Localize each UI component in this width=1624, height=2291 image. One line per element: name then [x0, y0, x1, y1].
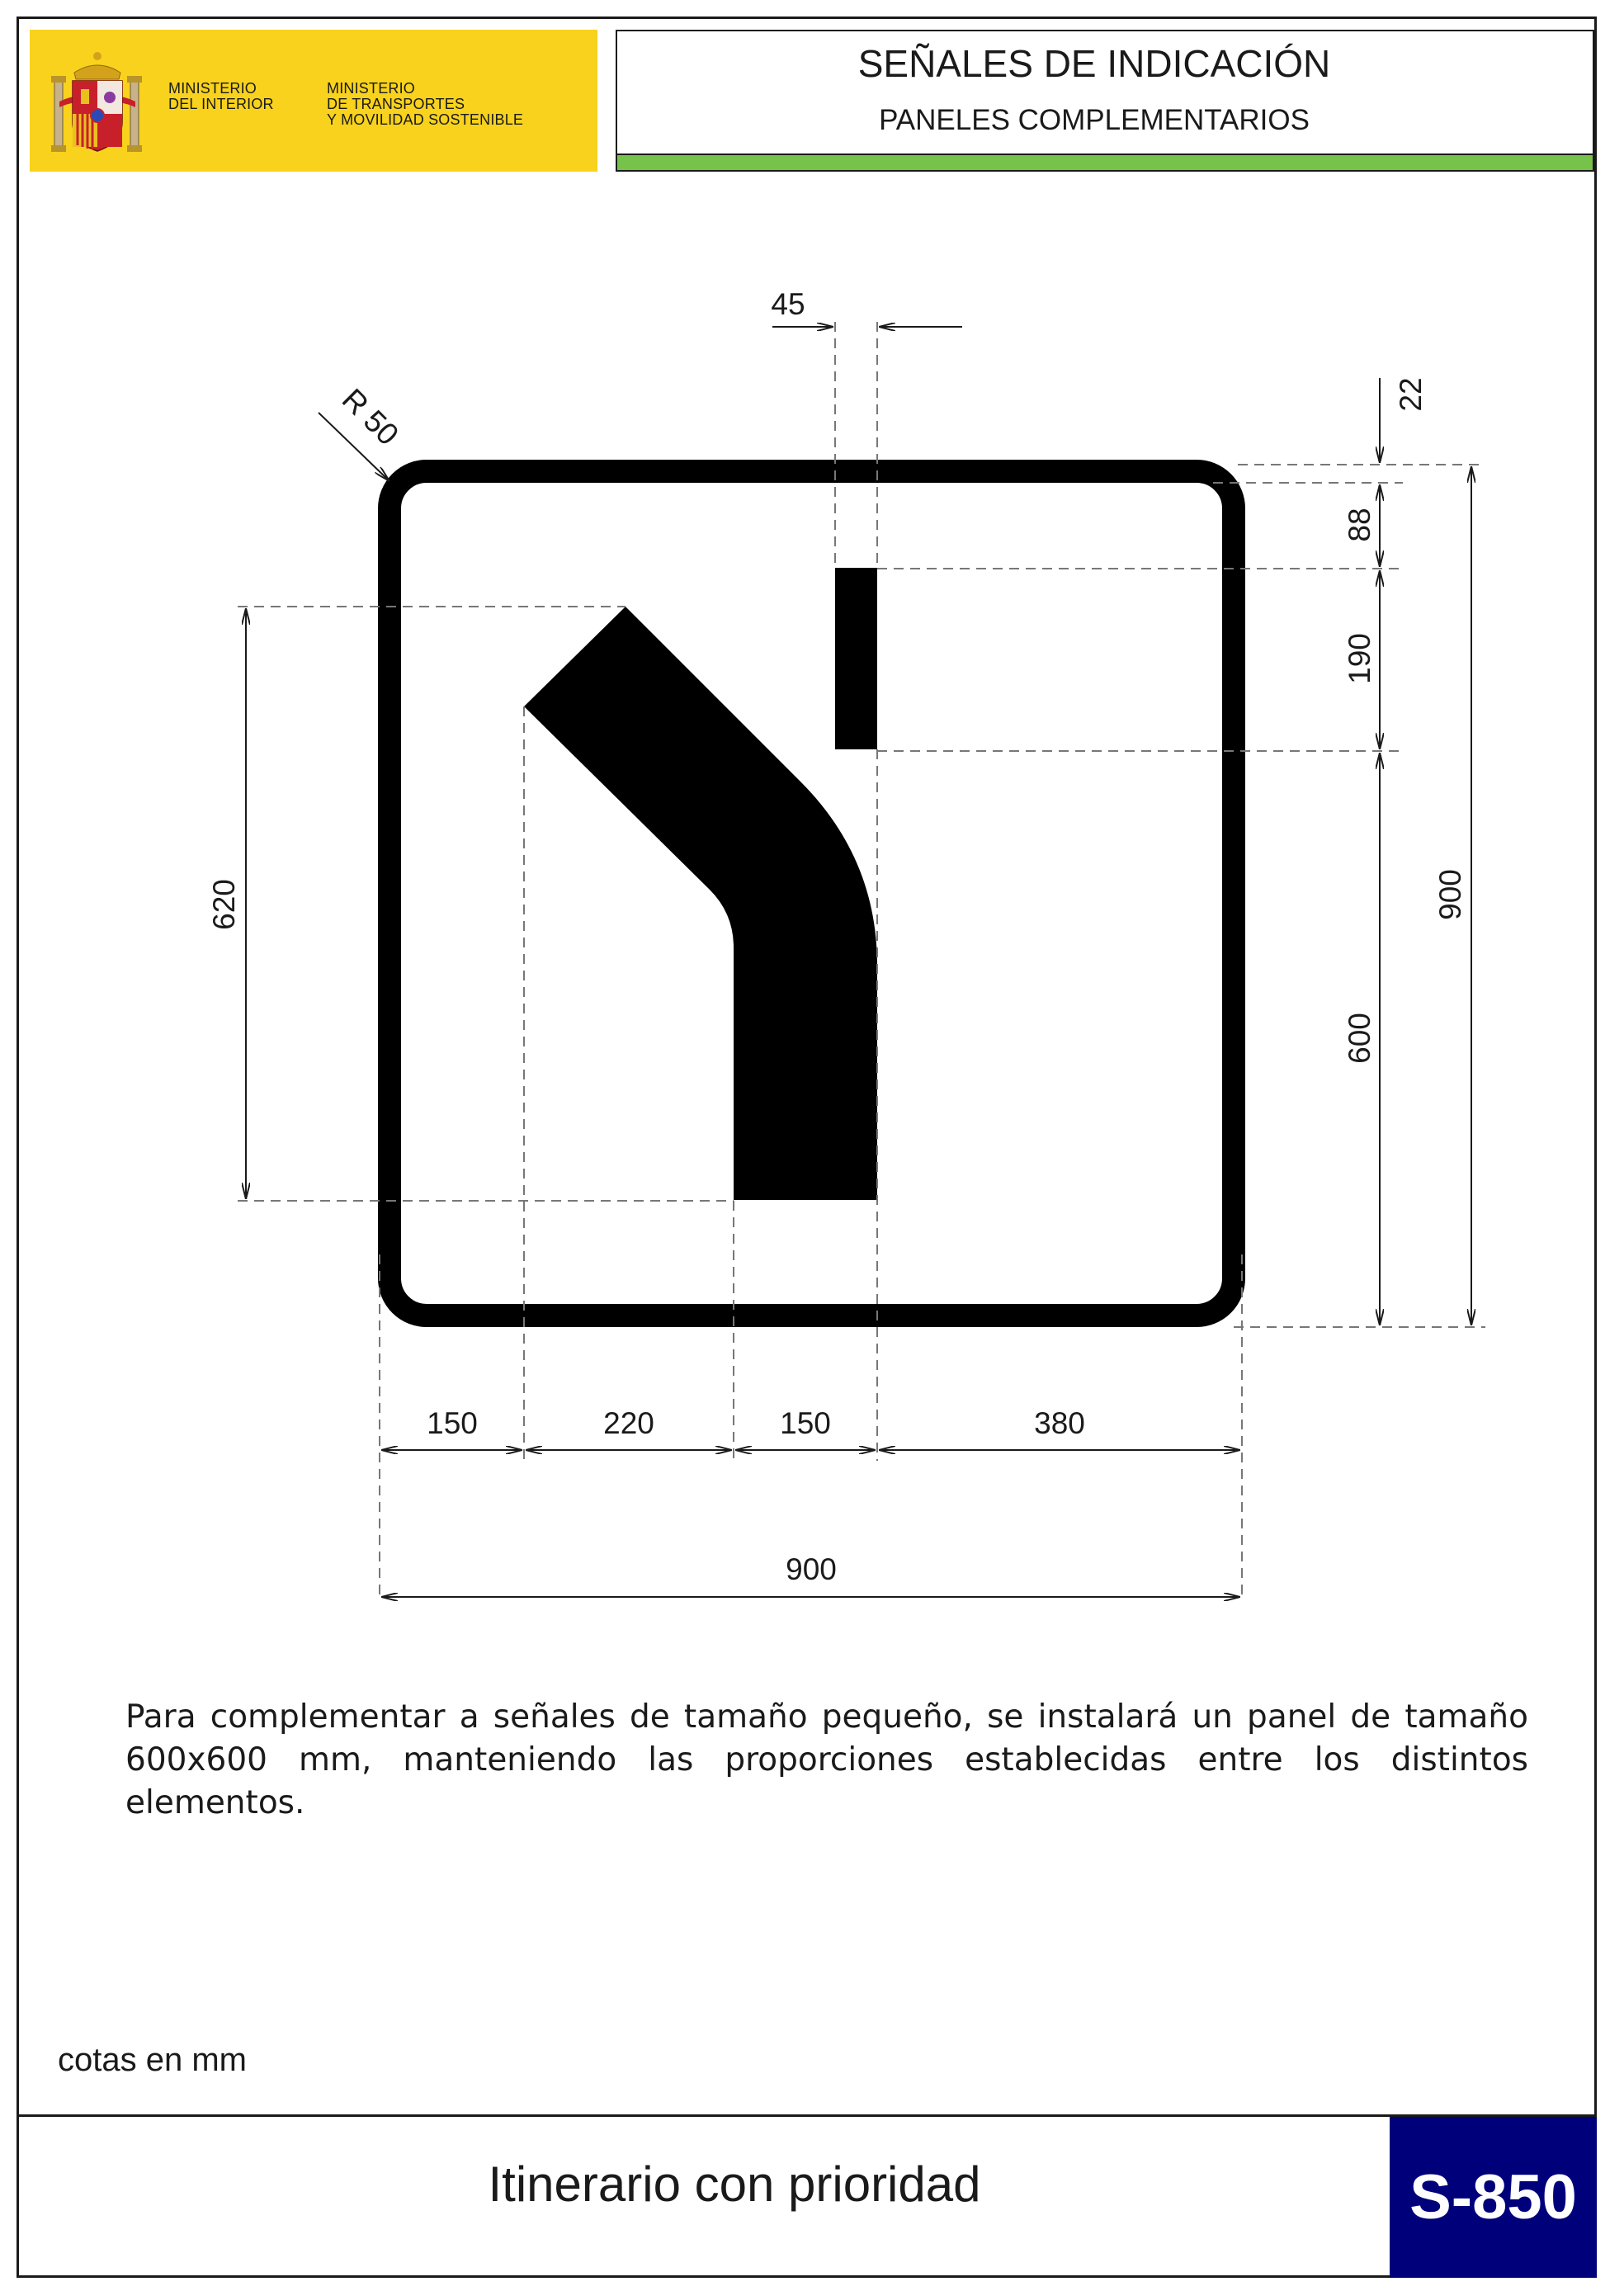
dim-seg-4: 380: [1034, 1406, 1085, 1440]
sign-name: Itinerario con prioridad: [488, 2156, 981, 2212]
dim-arrow-height: 620: [207, 879, 241, 930]
side-road-bar: [835, 568, 877, 749]
dim-seg-3: 150: [780, 1406, 831, 1440]
dim-seg-2: 220: [603, 1406, 654, 1440]
units-label: cotas en mm: [58, 2042, 247, 2078]
ministry-interior-label: MINISTERIO DEL INTERIOR: [168, 80, 274, 112]
ministry-transport-label: MINISTERIO DE TRANSPORTES Y MOVILIDAD SOSTENIBLE: [327, 80, 524, 128]
sign-code: S-850: [1409, 2162, 1577, 2232]
page-subtitle: PANELES COMPLEMENTARIOS: [879, 104, 1310, 136]
dim-radius: R 50: [335, 382, 405, 452]
dim-bar-height: 190: [1343, 633, 1376, 684]
dim-arrow-lower: 600: [1343, 1013, 1376, 1064]
footer-divider: [17, 2114, 1597, 2117]
page-title: SEÑALES DE INDICACIÓN: [857, 42, 1331, 85]
dim-total-height: 900: [1433, 869, 1467, 920]
sign-code-badge: [1390, 2117, 1597, 2278]
size-note: Para complementar a señales de tamaño pequeño, se instalará un panel de tamaño 600x600 mm, manteniendo las proporciones establecidas entre los distintos elementos.: [125, 1698, 1528, 1821]
dim-bar-offset: 88: [1343, 508, 1376, 542]
dim-seg-1: 150: [427, 1406, 478, 1440]
dim-top-gap: 22: [1394, 377, 1428, 412]
dim-bar-width: 45: [771, 287, 805, 321]
dim-total-width: 900: [786, 1552, 837, 1586]
